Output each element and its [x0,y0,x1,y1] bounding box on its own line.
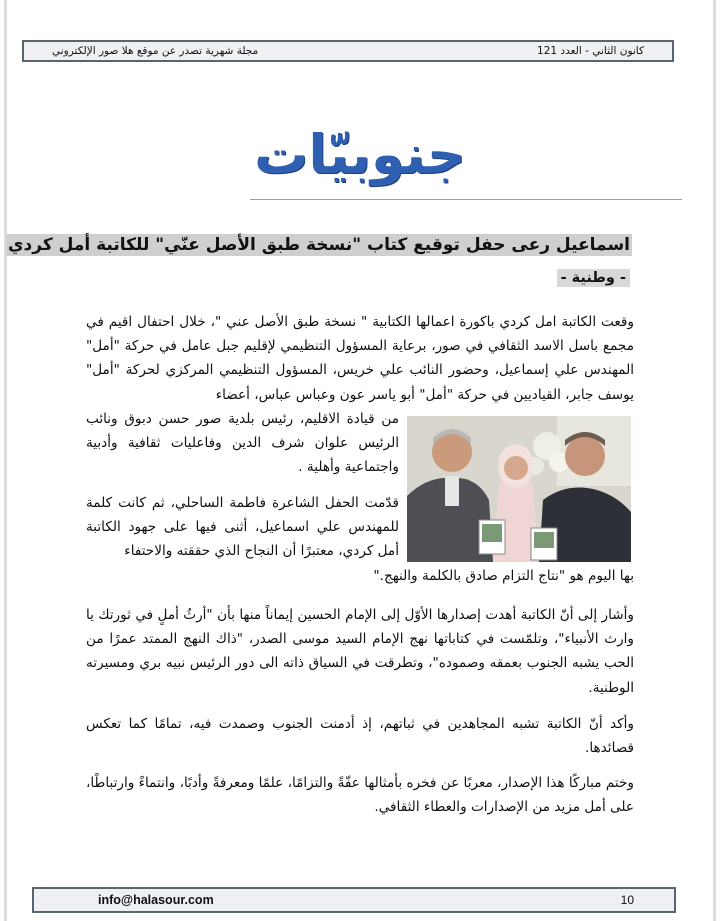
page-footer-bar [32,887,676,913]
event-photo [407,416,631,562]
contact-email[interactable]: info@halasour.com [98,893,214,907]
event-photo-illustration [407,416,631,562]
article-paragraph-5: وأكد أنّ الكاتبة تشبه المجاهدين في ثباتهم، إذ أدمنت الجنوب وصمدت فيه، تمامًا كما تعكس قصائدها. [86,716,634,757]
article-paragraph-3-continued: بها اليوم هو "نتاج التزام صادق بالكلمة والنهج." [373,568,634,584]
page-edge-left [4,0,7,921]
article-paragraph-4: وأشار إلى أنّ الكاتبة أهدت إصدارها الأوّل إلى الإمام الحسين إيماناً منها بأن "أرثُ أملٍ في ثورتك يا وارث الأنبياء"، وتلمّست في كتاباتها نهج الإمام السيد موسى الصدر، "ذاك النهج الممتد عمرًا من الحب يشبه الجنوب بعمقه وصموده"، وتطرقت في السياق ذاته الى دور الرئيس نبيه بري ومسيرته الوطنية. [86,607,634,696]
section-label: - وطنية - [557,269,630,287]
masthead-title: جنوبيّات [254,122,466,186]
page-header-bar [22,40,674,62]
page-number: 10 [620,893,634,907]
magazine-tagline: مجلة شهرية تصدر عن موقع هلا صور الإلكتروني [52,45,259,57]
issue-label: كانون الثاني - العدد 121 [537,45,644,57]
masthead-divider [250,199,682,200]
article-headline: اسماعيل رعى حفل توقيع كتاب "نسخة طبق الأصل عنّي" للكاتبة أمل كردي [7,235,630,255]
article-paragraph-6: وختم مباركًا هذا الإصدار، معربًا عن فخره بأمثالها عفّةً والتزامًا، علمًا ومعرفةً وأدبًا، وانتماءً وارتباطًا، على أمل مزيد من الإصدارات والعطاء الثقافي. [86,775,634,816]
article-paragraph-2: من قيادة الاقليم، رئيس بلدية صور حسن دبوق ونائب الرئيس علوان شرف الدين وفاعليات ثقافية وأدبية واجتماعية وأهلية . [86,411,399,476]
page-edge-right [713,0,716,921]
masthead-logo [250,118,470,190]
article-paragraph-1: وقعت الكاتبة امل كردي باكورة اعمالها الكتابية " نسخة طبق الأصل عني "، خلال احتفال اقيم في مجمع باسل الاسد الثقافي في صور، برعاية المسؤول التنظيمي لإقليم جبل عامل في حركة "أمل" المهندس علي إسماعيل، وحضور النائب علي خريس، المسؤول التنظيمي المركزي لحركة "أمل" يوسف جابر، القياديين في حركة "أمل" أبو ياسر عون وعباس عباس، أعضاء [86,314,634,403]
article-paragraph-3: قدّمت الحفل الشاعرة فاطمة الساحلي، ثم كانت كلمة للمهندس علي اسماعيل، أثنى فيها على جهود الكاتبة أمل كردي، معتبرًا أن النجاح الذي حققته والاحتفاء [86,495,399,560]
